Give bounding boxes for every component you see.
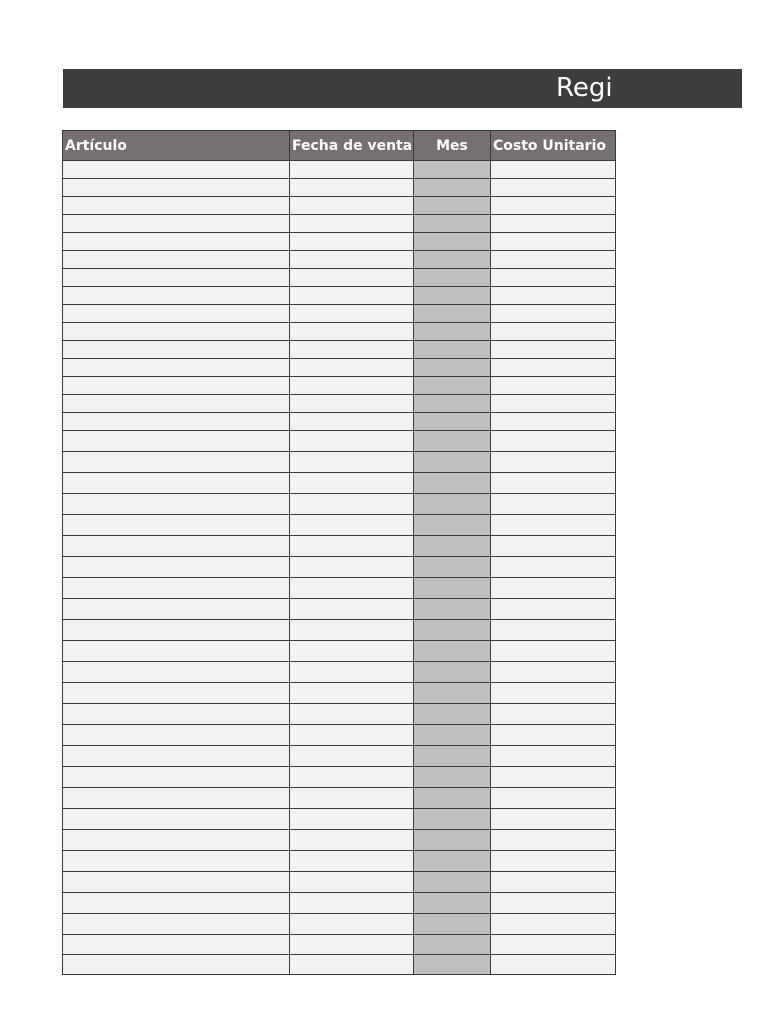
cell-fecha-de-venta[interactable] — [290, 395, 414, 413]
table-row — [63, 452, 616, 473]
cell-fecha-de-venta[interactable] — [290, 215, 414, 233]
cell-mes[interactable] — [414, 215, 491, 233]
table-row — [63, 809, 616, 830]
cell-fecha-de-venta[interactable] — [290, 251, 414, 269]
cell-costo-unitario[interactable] — [491, 725, 616, 746]
cell-articulo[interactable] — [63, 473, 290, 494]
cell-articulo[interactable] — [63, 955, 290, 975]
cell-articulo[interactable] — [63, 851, 290, 872]
cell-mes[interactable] — [414, 599, 491, 620]
cell-articulo[interactable] — [63, 431, 290, 452]
cell-costo-unitario[interactable] — [491, 305, 616, 323]
cell-articulo[interactable] — [63, 914, 290, 935]
cell-mes[interactable] — [414, 872, 491, 893]
table-row — [63, 914, 616, 935]
column-header-fecha-de-venta[interactable]: Fecha de venta — [290, 131, 414, 161]
cell-articulo[interactable] — [63, 287, 290, 305]
cell-mes[interactable] — [414, 620, 491, 641]
cell-fecha-de-venta[interactable] — [290, 893, 414, 914]
cell-articulo[interactable] — [63, 578, 290, 599]
title-bar — [63, 69, 742, 108]
cell-costo-unitario[interactable] — [491, 179, 616, 197]
cell-articulo[interactable] — [63, 746, 290, 767]
cell-mes[interactable] — [414, 251, 491, 269]
cell-fecha-de-venta[interactable] — [290, 578, 414, 599]
table-row — [63, 287, 616, 305]
cell-articulo[interactable] — [63, 620, 290, 641]
cell-mes[interactable] — [414, 662, 491, 683]
cell-mes[interactable] — [414, 515, 491, 536]
cell-mes[interactable] — [414, 413, 491, 431]
cell-costo-unitario[interactable] — [491, 251, 616, 269]
cell-fecha-de-venta[interactable] — [290, 557, 414, 578]
cell-costo-unitario[interactable] — [491, 578, 616, 599]
cell-mes[interactable] — [414, 536, 491, 557]
cell-costo-unitario[interactable] — [491, 914, 616, 935]
cell-articulo[interactable] — [63, 494, 290, 515]
cell-costo-unitario[interactable] — [491, 233, 616, 251]
cell-articulo[interactable] — [63, 179, 290, 197]
cell-articulo[interactable] — [63, 269, 290, 287]
cell-articulo[interactable] — [63, 557, 290, 578]
cell-fecha-de-venta[interactable] — [290, 935, 414, 955]
cell-fecha-de-venta[interactable] — [290, 830, 414, 851]
cell-mes[interactable] — [414, 305, 491, 323]
table-body — [63, 161, 616, 975]
table-row — [63, 395, 616, 413]
table-row — [63, 377, 616, 395]
table-row — [63, 557, 616, 578]
cell-mes[interactable] — [414, 809, 491, 830]
cell-mes[interactable] — [414, 704, 491, 725]
sales-register-table — [62, 130, 616, 975]
cell-articulo[interactable] — [63, 452, 290, 473]
cell-fecha-de-venta[interactable] — [290, 161, 414, 179]
cell-costo-unitario[interactable] — [491, 215, 616, 233]
table-row — [63, 431, 616, 452]
cell-articulo[interactable] — [63, 413, 290, 431]
cell-articulo[interactable] — [63, 683, 290, 704]
table-row — [63, 893, 616, 914]
cell-articulo[interactable] — [63, 641, 290, 662]
cell-costo-unitario[interactable] — [491, 359, 616, 377]
table-row — [63, 746, 616, 767]
cell-costo-unitario[interactable] — [491, 683, 616, 704]
cell-articulo[interactable] — [63, 536, 290, 557]
cell-mes[interactable] — [414, 473, 491, 494]
cell-fecha-de-venta[interactable] — [290, 725, 414, 746]
table-row — [63, 851, 616, 872]
cell-mes[interactable] — [414, 269, 491, 287]
cell-costo-unitario[interactable] — [491, 704, 616, 725]
table-row — [63, 197, 616, 215]
cell-costo-unitario[interactable] — [491, 557, 616, 578]
cell-articulo[interactable] — [63, 767, 290, 788]
table-row — [63, 323, 616, 341]
cell-mes[interactable] — [414, 323, 491, 341]
cell-fecha-de-venta[interactable] — [290, 341, 414, 359]
cell-articulo[interactable] — [63, 251, 290, 269]
cell-mes[interactable] — [414, 431, 491, 452]
cell-costo-unitario[interactable] — [491, 473, 616, 494]
cell-costo-unitario[interactable] — [491, 830, 616, 851]
cell-mes[interactable] — [414, 746, 491, 767]
cell-articulo[interactable] — [63, 215, 290, 233]
cell-costo-unitario[interactable] — [491, 494, 616, 515]
table-row — [63, 233, 616, 251]
table-row — [63, 305, 616, 323]
cell-mes[interactable] — [414, 935, 491, 955]
column-header-costo-unitario[interactable]: Costo Unitario — [491, 131, 616, 161]
cell-mes[interactable] — [414, 683, 491, 704]
cell-fecha-de-venta[interactable] — [290, 413, 414, 431]
cell-mes[interactable] — [414, 788, 491, 809]
cell-fecha-de-venta[interactable] — [290, 305, 414, 323]
table-row — [63, 179, 616, 197]
cell-costo-unitario[interactable] — [491, 935, 616, 955]
table-row — [63, 641, 616, 662]
cell-costo-unitario[interactable] — [491, 851, 616, 872]
cell-articulo[interactable] — [63, 830, 290, 851]
table-row — [63, 704, 616, 725]
cell-costo-unitario[interactable] — [491, 788, 616, 809]
cell-fecha-de-venta[interactable] — [290, 197, 414, 215]
cell-articulo[interactable] — [63, 599, 290, 620]
table-row — [63, 767, 616, 788]
cell-fecha-de-venta[interactable] — [290, 536, 414, 557]
cell-mes[interactable] — [414, 955, 491, 975]
cell-mes[interactable] — [414, 893, 491, 914]
table-row — [63, 413, 616, 431]
cell-costo-unitario[interactable] — [491, 536, 616, 557]
cell-costo-unitario[interactable] — [491, 872, 616, 893]
cell-articulo[interactable] — [63, 197, 290, 215]
cell-mes[interactable] — [414, 452, 491, 473]
table-header-row — [63, 131, 616, 161]
cell-mes[interactable] — [414, 395, 491, 413]
page-title: Regi — [556, 73, 613, 103]
cell-articulo[interactable] — [63, 377, 290, 395]
column-header-mes[interactable]: Mes — [414, 131, 491, 161]
cell-fecha-de-venta[interactable] — [290, 323, 414, 341]
cell-articulo[interactable] — [63, 662, 290, 683]
table-row — [63, 683, 616, 704]
cell-articulo[interactable] — [63, 725, 290, 746]
cell-fecha-de-venta[interactable] — [290, 641, 414, 662]
cell-mes[interactable] — [414, 179, 491, 197]
cell-fecha-de-venta[interactable] — [290, 377, 414, 395]
cell-articulo[interactable] — [63, 341, 290, 359]
cell-costo-unitario[interactable] — [491, 955, 616, 975]
cell-fecha-de-venta[interactable] — [290, 359, 414, 377]
cell-mes[interactable] — [414, 161, 491, 179]
cell-costo-unitario[interactable] — [491, 197, 616, 215]
cell-fecha-de-venta[interactable] — [290, 287, 414, 305]
cell-mes[interactable] — [414, 359, 491, 377]
table-row — [63, 359, 616, 377]
cell-fecha-de-venta[interactable] — [290, 269, 414, 287]
cell-costo-unitario[interactable] — [491, 377, 616, 395]
table-row — [63, 161, 616, 179]
cell-mes[interactable] — [414, 767, 491, 788]
cell-fecha-de-venta[interactable] — [290, 914, 414, 935]
table-row — [63, 955, 616, 975]
cell-fecha-de-venta[interactable] — [290, 746, 414, 767]
cell-fecha-de-venta[interactable] — [290, 620, 414, 641]
cell-articulo[interactable] — [63, 359, 290, 377]
cell-mes[interactable] — [414, 557, 491, 578]
cell-mes[interactable] — [414, 578, 491, 599]
cell-mes[interactable] — [414, 641, 491, 662]
cell-fecha-de-venta[interactable] — [290, 515, 414, 536]
cell-fecha-de-venta[interactable] — [290, 494, 414, 515]
table-row — [63, 662, 616, 683]
cell-fecha-de-venta[interactable] — [290, 809, 414, 830]
cell-costo-unitario[interactable] — [491, 620, 616, 641]
cell-articulo[interactable] — [63, 788, 290, 809]
cell-articulo[interactable] — [63, 872, 290, 893]
cell-costo-unitario[interactable] — [491, 431, 616, 452]
cell-fecha-de-venta[interactable] — [290, 431, 414, 452]
cell-costo-unitario[interactable] — [491, 809, 616, 830]
cell-costo-unitario[interactable] — [491, 452, 616, 473]
cell-fecha-de-venta[interactable] — [290, 179, 414, 197]
cell-fecha-de-venta[interactable] — [290, 662, 414, 683]
cell-costo-unitario[interactable] — [491, 662, 616, 683]
cell-articulo[interactable] — [63, 935, 290, 955]
table-row — [63, 830, 616, 851]
cell-costo-unitario[interactable] — [491, 161, 616, 179]
cell-mes[interactable] — [414, 377, 491, 395]
cell-articulo[interactable] — [63, 323, 290, 341]
cell-mes[interactable] — [414, 233, 491, 251]
table-row — [63, 872, 616, 893]
cell-costo-unitario[interactable] — [491, 746, 616, 767]
cell-costo-unitario[interactable] — [491, 323, 616, 341]
cell-costo-unitario[interactable] — [491, 515, 616, 536]
table-row — [63, 620, 616, 641]
cell-mes[interactable] — [414, 341, 491, 359]
table-row — [63, 473, 616, 494]
cell-mes[interactable] — [414, 725, 491, 746]
cell-articulo[interactable] — [63, 233, 290, 251]
cell-costo-unitario[interactable] — [491, 341, 616, 359]
table-row — [63, 935, 616, 955]
cell-mes[interactable] — [414, 914, 491, 935]
cell-fecha-de-venta[interactable] — [290, 872, 414, 893]
cell-costo-unitario[interactable] — [491, 269, 616, 287]
cell-articulo[interactable] — [63, 515, 290, 536]
cell-fecha-de-venta[interactable] — [290, 704, 414, 725]
cell-articulo[interactable] — [63, 893, 290, 914]
table-row — [63, 536, 616, 557]
cell-costo-unitario[interactable] — [491, 767, 616, 788]
table-row — [63, 251, 616, 269]
cell-fecha-de-venta[interactable] — [290, 683, 414, 704]
table-row — [63, 515, 616, 536]
cell-fecha-de-venta[interactable] — [290, 233, 414, 251]
cell-costo-unitario[interactable] — [491, 893, 616, 914]
cell-mes[interactable] — [414, 287, 491, 305]
table-row — [63, 788, 616, 809]
cell-costo-unitario[interactable] — [491, 413, 616, 431]
column-header-articulo[interactable]: Artículo — [63, 131, 290, 161]
table-row — [63, 269, 616, 287]
table-row — [63, 494, 616, 515]
cell-fecha-de-venta[interactable] — [290, 955, 414, 975]
table-row — [63, 725, 616, 746]
cell-fecha-de-venta[interactable] — [290, 767, 414, 788]
cell-mes[interactable] — [414, 197, 491, 215]
table-row — [63, 599, 616, 620]
cell-articulo[interactable] — [63, 305, 290, 323]
cell-articulo[interactable] — [63, 704, 290, 725]
table-row — [63, 215, 616, 233]
cell-fecha-de-venta[interactable] — [290, 851, 414, 872]
cell-costo-unitario[interactable] — [491, 641, 616, 662]
cell-articulo[interactable] — [63, 809, 290, 830]
cell-costo-unitario[interactable] — [491, 287, 616, 305]
cell-mes[interactable] — [414, 830, 491, 851]
cell-articulo[interactable] — [63, 161, 290, 179]
cell-mes[interactable] — [414, 851, 491, 872]
table-row — [63, 341, 616, 359]
cell-fecha-de-venta[interactable] — [290, 452, 414, 473]
cell-costo-unitario[interactable] — [491, 599, 616, 620]
cell-costo-unitario[interactable] — [491, 395, 616, 413]
cell-fecha-de-venta[interactable] — [290, 788, 414, 809]
cell-articulo[interactable] — [63, 395, 290, 413]
cell-fecha-de-venta[interactable] — [290, 599, 414, 620]
table-row — [63, 578, 616, 599]
cell-mes[interactable] — [414, 494, 491, 515]
cell-fecha-de-venta[interactable] — [290, 473, 414, 494]
